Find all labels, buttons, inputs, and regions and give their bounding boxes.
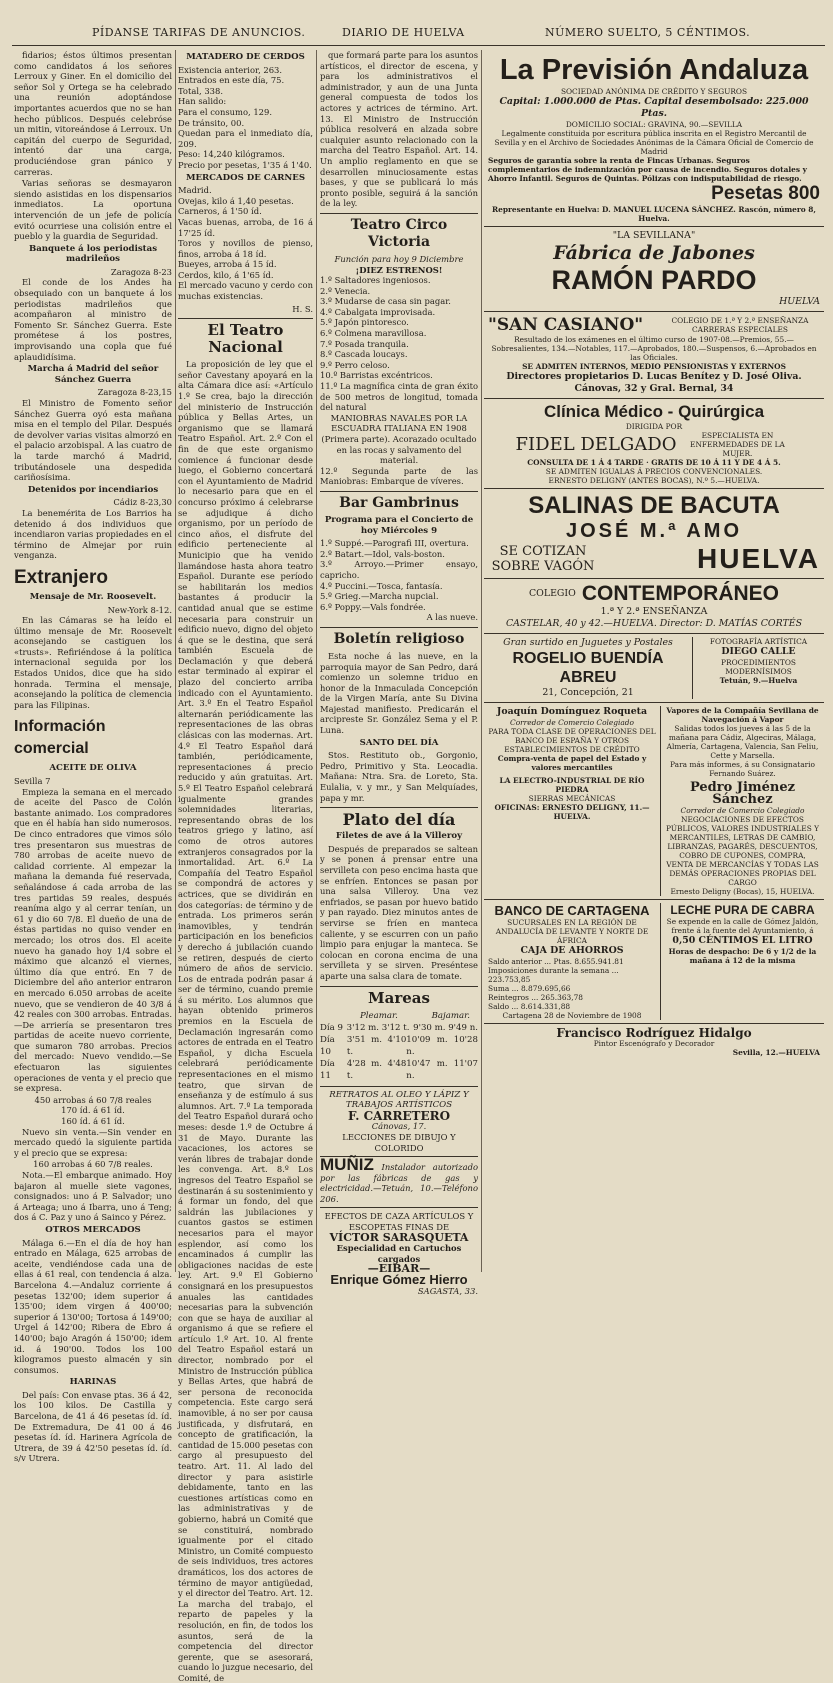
list-item: MANIOBRAS NAVALES POR LA ESCUADRA ITALIANA EN 1908 (Primera parte). Acorazado ocultado en las rocas y salvamento del material. <box>321 412 477 466</box>
ad-rogelio-fotografia <box>484 634 824 703</box>
program-highlight: ¡DIEZ ESTRENOS! <box>355 264 443 275</box>
header-right: NÚMERO SUELTO, 5 CÉNTIMOS. <box>545 26 751 39</box>
ad-text: CASTELAR, 40 y 42.—HUELVA. Director: D. MATÍAS CORTÉS <box>505 618 803 629</box>
list-item: Vacas buenas, arroba, de 16 á 17'25 íd. <box>178 216 313 238</box>
program-list <box>320 275 478 487</box>
ledger-row: Reintegros ... 265.363,78 <box>488 993 583 1002</box>
ad-text: NEGOCIACIONES DE EFECTOS PÚBLICOS, VALORES INDUSTRIALES Y MERCANTILES, LETRAS DE CAMBIO, LIBRANZAS, PAGARÉS, DESCUENTOS, COBRO DE CUPONES, COMPRA, VENTA DE MERCANCÍAS Y TODAS LAS DEMÁS OPERACIONES PROPIAS DEL CARGO <box>665 815 819 887</box>
ad-text: LECCIONES DE DIBUJO Y COLORIDO <box>342 1131 456 1153</box>
list-item: 12.º Segunda parte de las Maniobras: Embarque de víveres. <box>320 465 478 487</box>
ad-city: —EIBAR— <box>367 1262 431 1276</box>
news-subhead: Detenidos por incendiarios <box>27 484 159 495</box>
section-title-teatro: El Teatro Nacional <box>178 318 313 356</box>
price-row: 450 arrobas á 60 7/8 reales <box>34 1094 152 1105</box>
list-item: 2.º Venecia. <box>320 285 371 296</box>
column-rule <box>316 50 317 1272</box>
price-row: 170 íd. á 61 íd. <box>61 1105 125 1116</box>
tide-pleamar: 3'12 m. 3'12 t. <box>346 1022 410 1033</box>
list-item: 4.º Cabalgata improvisada. <box>320 306 436 317</box>
ad-title: CONTEMPORÁNEO <box>581 582 779 605</box>
tide-day: Día 9 <box>320 1022 343 1033</box>
ad-title: Fábrica de Jabones <box>553 242 755 264</box>
news-text: La benemérita de Los Barrios ha detenido á dos individuos que incendiaron varias propiedades en el término de Almejar por ruin venganza. <box>14 507 172 561</box>
ad-text: Instalador autorizado por las fábricas de gas y electricidad.—Tetuán, 10.—Teléfono 206. <box>320 1162 478 1204</box>
ad-text: Directores propietarios D. Lucas Benítez y D. José Oliva. Cánovas, 32 y Gral. Bernal, 34 <box>506 371 802 394</box>
list-item: Han salido: <box>178 96 227 107</box>
ad-name: MUÑIZ <box>320 1155 374 1175</box>
list-item: De tránsito, 00. <box>178 117 245 128</box>
ad-text: Corredor de Comercio Colegiado <box>680 806 805 815</box>
news-text: En las Cámaras se ha leído el último mensaje de Mr. Roosevelt aconsejando se castiguen los «trusts». Refiriéndose á la política internacional seguida por los Estados Unidos, dice que ha sido honrada. Termina el mensaje, aconsejando la política de clemencia para las Filipinas. <box>14 615 172 710</box>
ad-clinica <box>484 399 824 489</box>
ad-salinas <box>484 489 824 579</box>
ad-name: F. CARRETERO <box>347 1108 451 1123</box>
list-item: Cerdos, kilo, á 1'65 íd. <box>178 269 274 280</box>
list-item: El mercado vacuno y cerdo con muchas existencias. <box>178 280 313 302</box>
section-title-extranjero: Extranjero <box>14 566 108 588</box>
signature: H. S. <box>292 303 313 314</box>
ad-name: FIDEL DELGADO <box>515 434 677 455</box>
ad-address: Tetuán, 9.—Huelva <box>719 676 798 685</box>
ad-text: PARA TODA CLASE DE OPERACIONES DEL BANCO DE ESPAÑA Y OTROS ESTABLECIMIENTOS DE CRÉDITO <box>488 727 656 754</box>
ad-contemporaneo <box>484 579 824 634</box>
list-item: Entrados en este día, 75. <box>178 75 285 86</box>
list-item: 8.º Cascada loucays. <box>320 349 408 360</box>
market-text: Málaga 6.—En el día de hoy han entrado en Málaga, 625 arrobas de aceite, vendiéndose cada una de ellas á 61 real, con tendencia á alza. Barcelona 4.—Andaluz corriente á pesetas 132'00; idem superior á 135'00; idem virgen á 400'00; superior á 130'00; Tortosa á 149'00; Urgel á 142'00; Ribera de Ebro á 140'00; bajo Aragón á 150'00; idem id. á 190'00. Todos los 100 kilogramos puesto almacén y sin consumos. <box>14 1237 172 1375</box>
tide-bajamar: 9'30 m. 9'49 n. <box>413 1022 478 1033</box>
ad-text: SE ADMITEN INTERNOS, MEDIO PENSIONISTAS Y EXTERNOS <box>522 362 786 371</box>
market-subhead: MERCADOS DE CARNES <box>185 172 306 183</box>
ad-carretero <box>320 1086 478 1154</box>
column-rule <box>481 50 482 1272</box>
ad-text: Gran surtido en Juguetes y Postales <box>503 637 673 648</box>
section-title-boletin: Boletín religioso <box>320 627 478 648</box>
ad-text: SUCURSALES EN LA REGIÓN DE ANDALUCÍA DE LEVANTE Y NORTE DE ÁFRICA <box>495 918 649 945</box>
tide-pleamar: 4'28 m. 4'48 t. <box>346 1058 407 1081</box>
dateline: Zaragoza 8-23,15 <box>97 387 172 398</box>
ad-title: LECHE PURA DE CABRA <box>670 903 815 917</box>
matadero-list <box>178 65 313 171</box>
ad-text: Especialidad en Cartuchos cargados <box>336 1243 462 1264</box>
ad-title: SALINAS DE BACUTA <box>528 492 780 519</box>
ad-text: Para más informes, á su Consignatario Fernando Suárez. <box>670 760 815 778</box>
column-2 <box>178 50 313 1683</box>
news-subhead: SANTO DEL DÍA <box>359 737 439 748</box>
ad-text: SE COTIZAN SOBRE VAGÓN <box>491 544 595 574</box>
ad-title: "SAN CASIANO" <box>488 315 644 335</box>
list-item: Carneros, á 1'50 íd. <box>178 206 262 217</box>
list-item: Quedan para el inmediato día, 209. <box>178 128 313 149</box>
list-item: 9.º Perro celoso. <box>320 359 390 370</box>
tide-header <box>320 1010 478 1022</box>
tide-row <box>320 1058 478 1082</box>
ad-address: Sevilla, 12.—HUELVA <box>732 1048 820 1057</box>
tide-col-bajamar: Bajamar. <box>431 1010 470 1021</box>
ad-sevillana <box>484 227 824 312</box>
ad-text: FOTOGRAFÍA ARTÍSTICA <box>709 637 808 646</box>
ad-text: Corredor de Comercio Colegiado <box>510 718 634 727</box>
ad-text: SE ADMITEN IGUALAS Á PRECIOS CONVENCIONALES. <box>545 467 763 476</box>
ad-caza <box>320 1207 478 1296</box>
ad-text: Resultado de los exámenes en el último curso de 1907-08.—Premios, 55.—Sobresalientes, 134.—Notables, 117.—Aprobados, 180.—Suspensos, 6.—Aprobados en las Oficiales. <box>491 335 817 362</box>
dateline: Zaragoza 8-23 <box>110 266 172 277</box>
news-subhead: Filetes de ave á la Villeroy <box>335 831 463 842</box>
list-item: 11.º La magnífica cinta de gran éxito de 500 metros de longitud, tomada del natural <box>320 381 478 413</box>
list-item: Precio por pesetas, 1'35 á 1'40. <box>178 159 312 170</box>
ad-text: ESPECIALISTA EN ENFERMEDADES DE LA MUJER. <box>690 431 785 458</box>
list-item: 6.º Poppy.—Vals fondrée. <box>320 601 426 612</box>
ledger-row: Suma ... 8.879.695,66 <box>488 984 571 993</box>
ad-title: La Previsión Andaluza <box>499 54 809 86</box>
list-item: 1.º Saltadores ingeniosos. <box>320 275 431 286</box>
list-item: Madrid. <box>178 185 212 196</box>
tide-day: Día 11 <box>320 1058 335 1081</box>
ad-joaquin-vapores <box>484 703 824 900</box>
ad-address: SAGASTA, 33. <box>417 1285 478 1296</box>
ads-column <box>484 50 824 1272</box>
program-subtitle: Programa para el Concierto de hoy Miércoles 9 <box>324 514 474 536</box>
list-item: 1.º Suppé.—Parografi III, overtura. <box>320 538 469 549</box>
list-item: 5.º Grieg.—Marcha nupcial. <box>320 591 439 602</box>
header-left: PÍDANSE TARIFAS DE ANUNCIOS. <box>92 26 306 39</box>
list-item: 4.º Puccini.—Tosca, fantasía. <box>320 580 443 591</box>
header-center: DIARIO DE HUELVA <box>342 26 465 39</box>
ad-name: JOSÉ M.ª AMO <box>565 520 742 542</box>
ad-text: COLEGIO DE 1.ª Y 2.ª ENSEÑANZA CARRERAS ESPECIALES <box>671 316 809 334</box>
ad-text: RETRATOS AL OLEO Y LÁPIZ Y TRABAJOS ARTÍSTICOS <box>329 1089 469 1111</box>
list-item: Para el consumo, 129. <box>178 106 272 117</box>
carnes-list <box>178 185 313 302</box>
tide-pleamar: 3'51 m. 4'10 t. <box>346 1034 407 1057</box>
ad-text: EFECTOS DE CAZA ARTÍCULOS Y ESCOPETAS FINAS DE <box>324 1211 474 1233</box>
ad-text: Legalmente constituida por escritura pública inscrita en el Registro Mercantil de Sevilla y en el Archivo de Sociedades Anónimas de la Cámara Oficial de Comercio de Madrid <box>494 129 814 156</box>
tide-day: Día 10 <box>320 1034 335 1057</box>
concert-time: A las nueve. <box>426 612 478 623</box>
header-rule <box>12 45 825 46</box>
ledger-row: Imposiciones durante la semana ... 223.753,85 <box>488 966 619 984</box>
ad-address: Cánovas, 17. <box>371 1121 427 1132</box>
price-row: 160 íd. á 61 íd. <box>61 1116 125 1127</box>
news-text: que formará parte para los asuntos artísticos, el director de escena, y para los administrativos el administrador, y aun de una Junta general compuesta de todos los actores y actrices de término. Art. 13. El Ministro de Instrucción pública resolverá en alzada sobre cualquier asunto relacionado con la marcha del Teatro Español. Art. 14. Un amplio reglamento en que se desarrollen minuciosamente estas bases, y que se publicará lo más pronto posible, seguirá á la sanción de la ley. <box>320 50 478 209</box>
list-item: 10.º Barristas excéntricos. <box>320 370 433 381</box>
ad-text: Seguros de garantía sobre la renta de Fincas Urbanas. Seguros complementarios de indemnización por causa de incendio. Seguros dotales y Ahorro Infantil. Seguros de Quintas. Pólizas con indisputabilidad de riesgo. <box>488 156 807 183</box>
ad-title: BANCO DE CARTAGENA <box>494 903 650 918</box>
ad-cartagena-leche <box>484 900 824 1024</box>
ad-name: Joaquín Domínguez Roqueta <box>496 706 648 717</box>
list-item: 2.º Batart.—Idol, vals-boston. <box>320 548 445 559</box>
list-item: Ovejas, kilo á 1,40 pesetas. <box>178 195 294 206</box>
ad-city: HUELVA <box>697 543 820 574</box>
ad-name: ROGELIO BUENDÍA ABREU <box>512 650 664 686</box>
ad-text: CAJA DE AHORROS <box>520 945 624 956</box>
ad-price: Pesetas 800 <box>711 183 820 204</box>
dateline: Cádiz 8-23,30 <box>113 497 172 508</box>
ledger-row: Saldo ... 8.614.331,88 <box>488 1002 571 1011</box>
ad-prevision <box>484 50 824 227</box>
news-subhead: Banquete á los periodistas madrileños <box>28 243 158 265</box>
ad-address: OFICINAS: ERNESTO DELIGNY, 11.—HUELVA. <box>494 803 650 821</box>
news-text: Stos. Restituto ob., Gorgonio, Pedro, Primitivo y Sta. Leocadia. Mañana: Ntra. Sra. de Loreto, Sta. Eulalia, v. y mr., y San Melquíades, papa y mr. <box>320 750 478 803</box>
ad-text: SOCIEDAD ANÓNIMA DE CRÉDITO Y SEGUROS <box>560 87 748 96</box>
ad-text: PROCEDIMIENTOS MODERNÍSIMOS <box>721 658 796 676</box>
list-item: Total, 338. <box>178 85 223 96</box>
price-row: 160 arrobas á 60 7/8 reales. <box>33 1159 153 1170</box>
ad-text: Representante en Huelva: D. MANUEL LUCENA SÁNCHEZ. Rascón, número 8, Huelva. <box>492 205 816 223</box>
ad-price: 0,50 CÉNTIMOS EL LITRO <box>672 935 813 946</box>
section-title-bar: Bar Gambrinus <box>320 491 478 512</box>
concert-list <box>320 538 478 612</box>
ad-name: LA ELECTRO-INDUSTRIAL DE RÍO PIEDRA <box>499 776 645 794</box>
dateline: Sevilla 7 <box>14 776 51 787</box>
market-text: Nota.—El embarque animado. Hoy bajaron al muelle siete vagones, consignados: uno á P. Salvador; uno á Arteaga; uno á Ibarra, uno á Teng; dos á C. Paz y uno á Sainco y Pérez. <box>14 1170 172 1223</box>
list-item: Peso: 14,240 kilógramos. <box>178 149 285 160</box>
section-title-mareas: Mareas <box>320 986 478 1007</box>
list-item: 6.º Colmena maravillosa. <box>320 328 427 339</box>
ad-name: DIEGO CALLE <box>721 646 796 657</box>
column-rule <box>175 50 176 1272</box>
section-title-comercial: Información comercial <box>14 718 106 758</box>
market-subhead: MATADERO DE CERDOS <box>186 52 305 62</box>
column-1 <box>14 50 172 1464</box>
ad-text: "LA SEVILLANA" <box>612 230 696 241</box>
list-item: Existencia anterior, 263. <box>178 64 283 75</box>
ad-name: RAMÓN PARDO <box>551 265 757 295</box>
list-item: 5.º Japón pintoresco. <box>320 317 409 328</box>
market-text: Del país: Con envase ptas. 36 á 42, los 100 kilos. De Castilla y Barcelona, de 41 á 46 pesetas íd. íd. De Extremadura, De 41 00 á 46 pesetas íd. íd. Harinera Agrícola de Utrera, de 39 á 42'50 pesetas íd. íd. s/v Utrera. <box>14 1389 172 1464</box>
tide-bajamar: 10'09 m. 10'28 n. <box>406 1034 478 1057</box>
ad-text: Se expende en la calle de Gómez Jaldón, frente á la fuente del Ayuntamiento, á <box>666 917 819 935</box>
news-text: La proposición de ley que el señor Cavestany apoyará en la alta Cámara dice así: «Artículo 1.º Se crea, bajo la dirección del ministerio de Instrucción pública y Bellas Artes, un organismo que se llamará Teatro Español. Art. 2.º Con el fin de que este organismo comience á funcionar desde luego, el Gobierno concertará con el Ayuntamiento de Madrid lo necesario para que en el concurso próximo á celebrarse se adjudique á dicho organismo, por un período de cinco años, el disfrute del edificio perteneciente al Municipio que ha venido llamándose hasta ahora teatro Español. Durante ese período se habilitarán los medios bastantes á producir la cantidad anual que se estime necesaria para construir un edificio nuevo, digno del objeto á que se le destina, que será también Escuela de Declamación y que deberá estar terminado al expirar el plazo del concierto arriba indicado con el Ayuntamiento. Art. 3.º En el Teatro Español alternarán periódicamente las representaciones de las obras clásicas con las modernas. Art. 4.º El Teatro Español dará también, periódicamente, representaciones á precio reducido y aún gratuitas. Art. 5.º El Teatro Español celebrará igualmente grandes solemnidades literarias, representando obras de los teatros griego y latino, así como de otros autores extranjeros consagrados por la inmortalidad. Art. 6.º La Compañía del Teatro Español se compondrá de actores y actrices, que se dividirán en dos categorías: de término y de entrada. Los primeros serán inamovibles, y tendrán participación en los beneficios y derecho á jubilación cuando se retiren, después de cierto número de años de servicio. Los de entrada podrán pasar á ser de término, cuando premie á su mérito. Los alumnos que hayan obtenido primeros premios en la Escuela de Declamación ingresarán como actores de entrada en el Teatro Español, y dicha Escuela celebrará periódicamente representaciones en el mismo teatro, que sirvan de enseñanza y de estímulo á sus alumnos. Art. 7.º La temporada del Teatro Español durará ocho meses: desde 1.º de Octubre á 31 de Mayo. Durante las vacaciones, los actores se verán libres de trabajar donde les convenga. Art. 8.º Los ingresos del Teatro Español se destinarán á su sostenimiento y á formar un fondo, del que saldrán las jubilaciones y cuantos gastos se estimen necesarios para el mayor esplendor, así como los encaminados á cumplir las obligaciones nacidas de este ley. Art. 9.º El Gobierno consignará en los presupuestos anuales las cantidades necesarias para la subvención con que se haya de auxiliar al organismo á que se refiere el artículo 1.º Art. 10. Al frente del Teatro Español estará un director, nombrado por el Ministro de Instrucción pública y Bellas Artes, que habrá de ser persona de reconocida competencia. Este cargo será inamovible, á no ser por causa justificada, y disfrutará, en concepto de gratificación, la cantidad de 15.000 pesetas con cargo al presupuesto del teatro. Art. 11. Al lado del director y para asistirle debidamente, tanto en las cuestiones artísticas como en las administrativas y de gobierno, habrá un Comité que se constituirá, nombrado igualmente por el citado Ministro, un Comité compuesto de seis individuos, tres actores dramáticos, los dos actores de término de mayor antigüedad, y el director del Teatro. Art. 12. La marcha del trabajo, el reparto de papeles y la resolución, en fin, de todos los asuntos, será de la competencia del director gerente, que se asesorará, cuando lo juzgue necesario, del Comité, de <box>178 359 313 1683</box>
list-item: 7.º Posada tranquila. <box>320 338 409 349</box>
ad-name: Pedro Jiménez Sánchez <box>689 780 796 807</box>
ad-text: Horas de despacho: De 6 y 1/2 de la mañana á 12 de la misma <box>668 947 817 965</box>
ad-text: DIRIGIDA POR <box>625 422 683 431</box>
tide-row <box>320 1034 478 1058</box>
list-item: Bueyes, arroba á 15 íd. <box>178 259 277 270</box>
ad-text: COLEGIO <box>529 588 576 599</box>
ad-name: VÍCTOR SARASQUETA <box>329 1230 469 1244</box>
market-subhead: ACEITE DE OLIVA <box>49 763 137 774</box>
program-subtitle: Función para hoy 9 Diciembre <box>334 253 464 264</box>
news-text: fidarios; éstos últimos presentan como candidatos á los señores Lerroux y Giner. En el domicilio del señor Sol y Ortega se ha celebrado una reunión adoptándose importantes acuerdos que no se han hecho públicos. Después celebróse un mitin, vitoreándose á Lerroux. Un capitán del cuerpo de Seguridad, intentó dar una carga, produciéndose gran pánico y carreras. <box>14 50 172 177</box>
ad-address: 21, Concepción, 21 <box>542 687 634 698</box>
ad-text: Salidas todos los jueves á las 5 de la mañana para Cádiz, Algeciras, Málaga, Almería, Cartagena, Valencia, San Feliu, Cette y Marsella. <box>666 724 819 760</box>
list-item: Toros y novillos de pienso, finos, arroba á 18 íd. <box>178 238 313 259</box>
ad-text: Compra-venta de papel del Estado y valores mercantiles <box>497 754 647 772</box>
news-text: El Ministro de Fomento señor Sánchez Guerra oyó esta mañana misa en el templo del Pilar. Después de devolver varias visitas almorzó en el palacio arzobispal. A las cuatro de la tarde marchó á Madrid, tributándosele una despedida cariñosísima. <box>14 398 172 483</box>
ad-muniz <box>320 1156 478 1204</box>
market-text: Empieza la semana en el mercado de aceite del Pasco de Colón bastante animado. Los compradores que en él había han sido numerosos. De cinco entradores que vimos sólo tres presentaron sus muestras de 780 arrobas de aceite nuevo de calidad corriente. Al empezar la mañana la demanda fué reservada, señalándose á cada arroba de las tres partidas 59 reales, después reaníma algo y al cerrar tenían, un 61 y dio 60 7/8. El dueño de una de éstas partidas no quiso vender en mercado; los otros dos. El aceite nuevo ha ganado hoy 1/4 sobre el máximo que alcanzó el viernes, último día que entró. En 7 de Diciembre del año anterior entraron en mercado 6.050 arrobas de aceite nuevo, que se vendieron de 40 3/8 á 42 reales con 300 arrobas. Entradas.—De arriería se presentaron tres partidas de aceite nuevo corriente, que sumaron 780 arrobas. Precios del mercado: Nuevo vendido.—Se efectuaron las siguientes operaciones de venta y el precio que se expresa. <box>14 786 172 1094</box>
market-subhead: HARINAS <box>69 1377 117 1388</box>
list-item: 3.º Mudarse de casa sin pagar. <box>320 296 451 307</box>
ad-text: Cartagena 28 de Noviembre de 1908 <box>502 1011 642 1020</box>
page-header <box>0 0 833 48</box>
tide-col-pleamar: Pleamar. <box>360 1010 398 1021</box>
tide-bajamar: 10'47 m. 11'07 n. <box>406 1058 478 1081</box>
ad-francisco-rodriguez <box>484 1024 824 1060</box>
ad-text: Pintor Escenógrafo y Decorador <box>593 1039 715 1048</box>
news-text: Después de preparados se saltean y se ponen á prensar entre una servilleta con peso encima hasta que se enfríen. Entonces se pasan por una salsa Villeroy. Una vez enfriados, se pasan por huevo batido y pan rayado. Diez minutos antes de servirse se fríen en manteca caliente, y se escurren con un paño limpio para enjugar la manteca. Se colocan en corona encima de una servilleta y se sirven. Preséntese aparte una salsa clara de tomate. <box>320 843 478 981</box>
price-table <box>14 1095 172 1127</box>
news-text: Varias señoras se desmayaron siendo asistidas en los dispensarios inmediatos. La oportuna intervención de un jefe de policía evitó ocurriese una colisión entre el pueblo y la guardia de Seguridad. <box>14 178 172 242</box>
ledger-row: Saldo anterior ... Ptas. 8.655.941.81 <box>488 957 624 966</box>
section-title-plato: Plato del día <box>320 807 478 828</box>
news-text: Esta noche á las nueve, en la parroquia mayor de San Pedro, dará comienzo un solemne triduo en honor de la Inmaculada Concepción de la Virgen María, ante Su Divina Majestad manifiesto. Predicarán el arcipreste Sr. González Sema y el P. Luna. <box>320 650 478 736</box>
ad-name: Vapores de la Compañía Sevillana de Navegación á Vapor <box>666 706 819 724</box>
ad-city: HUELVA <box>779 296 820 307</box>
ad-text: DOMICILIO SOCIAL: GRAVINA, 90.—SEVILLA <box>565 120 743 129</box>
ad-text: SIERRAS MECÁNICAS <box>528 794 616 803</box>
section-title-circo: Teatro Circo Victoria <box>320 213 478 251</box>
news-subhead: Marcha á Madrid del señor Sánchez Guerra <box>27 364 159 385</box>
ad-text: Capital: 1.000.000 de Ptas. Capital desembolsado: 225.000 Ptas. <box>499 96 809 119</box>
ad-text: CONSULTA DE 1 Á 4 TARDE · GRATIS DE 10 Á 11 Y DE 4 Á 5. <box>527 458 781 467</box>
market-subhead: OTROS MERCADOS <box>45 1224 141 1235</box>
market-text: Nuevo sin venta.—Sin vender en mercado quedó la siguiente partida y el precio que se expresa: <box>14 1126 172 1158</box>
tide-row <box>320 1022 478 1034</box>
dateline: New-York 8-12. <box>107 604 172 615</box>
ad-title: Clínica Médico - Quirúrgica <box>543 402 765 421</box>
ad-name: Francisco Rodríguez Hidalgo <box>556 1026 752 1040</box>
ad-text: 1.ª Y 2.ª ENSEÑANZA <box>600 606 708 617</box>
column-3 <box>320 50 478 1296</box>
list-item: 3.º Arroyo.—Primer ensayo, capricho. <box>320 559 478 580</box>
news-subhead: Mensaje de Mr. Roosevelt. <box>29 591 157 602</box>
ad-text: ERNESTO DELIGNY (ANTES BOCAS), N.º 5.—HUELVA. <box>548 476 760 485</box>
ad-san-casiano <box>484 312 824 399</box>
ad-name: Enrique Gómez Hierro <box>330 1272 468 1288</box>
news-text: El conde de los Andes ha obsequiado con un banquete á los periodistas madrileños que acompañaron al ministro de Fomento Sr. Sánchez Guerra. Este prométese á los postres, improvisando una copla que fué aplaudidísima. <box>14 277 172 362</box>
ad-address: Ernesto Deligny (Bocas), 15, HUELVA. <box>670 887 815 896</box>
